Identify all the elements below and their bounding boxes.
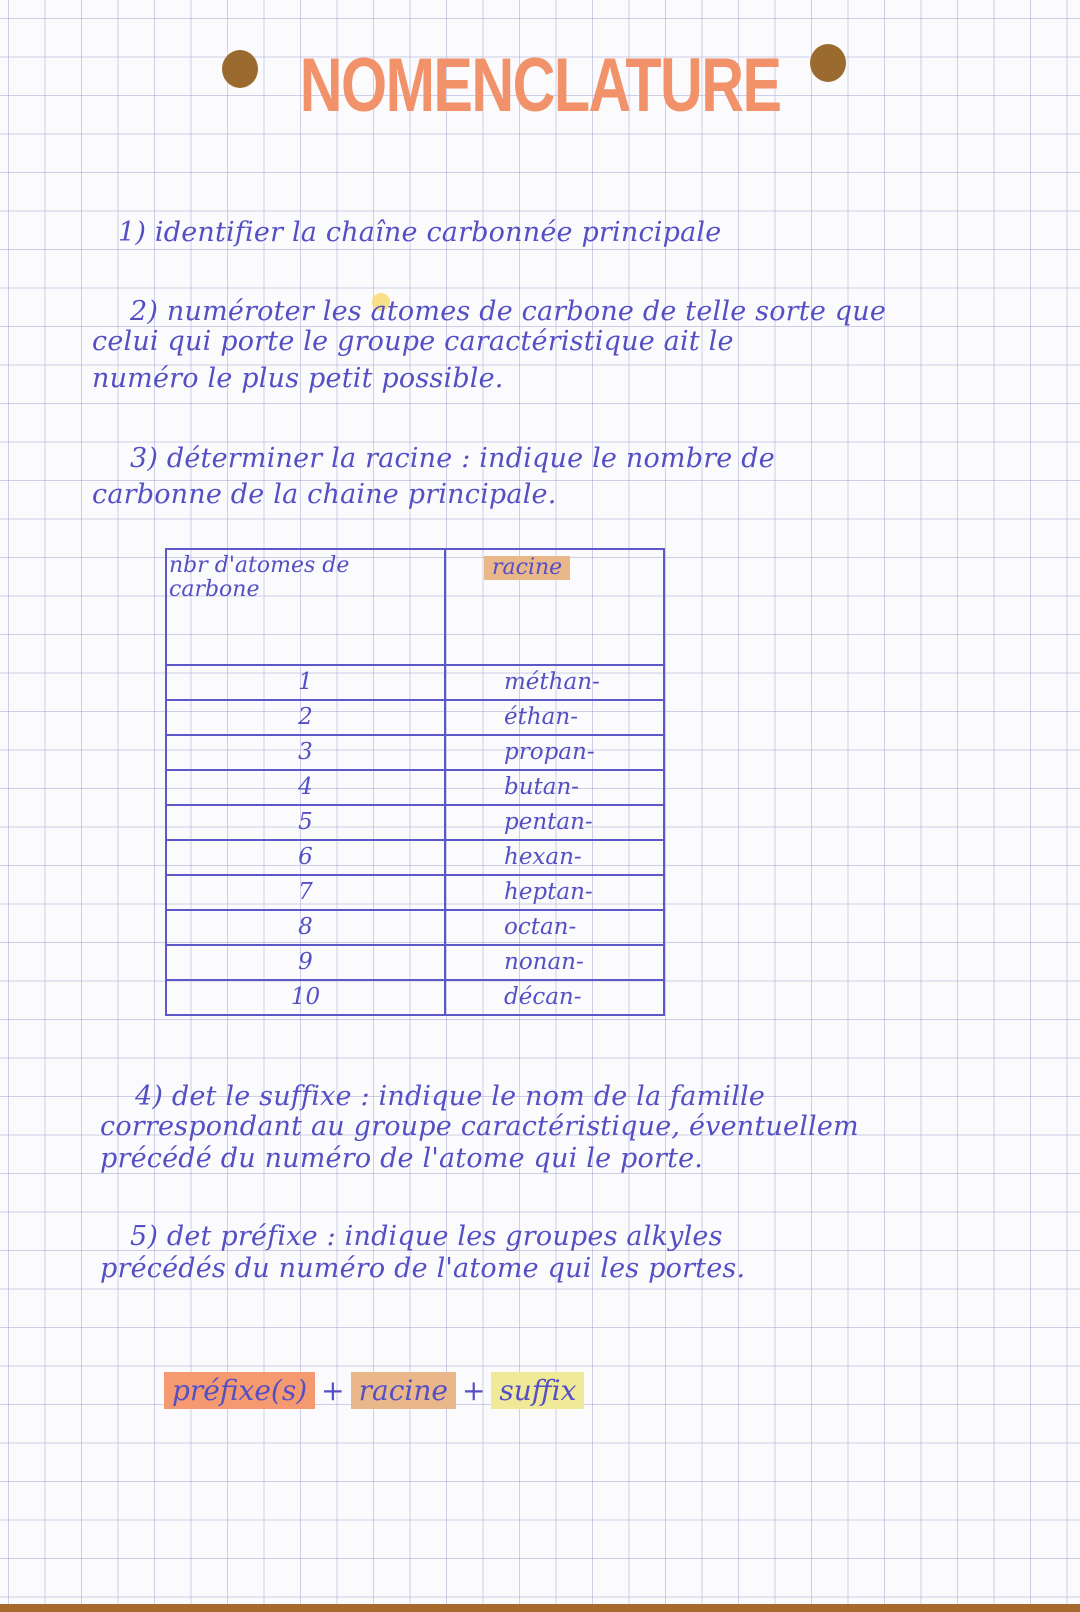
table-row	[166, 735, 664, 770]
racine-value: heptan-	[445, 875, 664, 910]
title-container	[0, 42, 1080, 129]
racine-value: hexan-	[445, 840, 664, 875]
carbon-count: 9	[166, 945, 445, 980]
table-row	[166, 875, 664, 910]
step-4-line-1: 4) det le suffixe : indique le nom de la famille	[135, 1081, 766, 1112]
table-row	[166, 770, 664, 805]
step-2-line-2: celui qui porte le groupe caractéristique ait le	[92, 326, 734, 357]
header-racine	[445, 549, 664, 665]
header-carbon-count: nbr d'atomes de carbone	[166, 549, 445, 665]
racine-value: décan-	[445, 980, 664, 1015]
page-title: NOMENCLATURE	[299, 43, 781, 128]
carbon-count: 10	[166, 980, 445, 1015]
carbon-count: 4	[166, 770, 445, 805]
formula-prefix: préfixe(s)	[164, 1372, 315, 1409]
step-1-line-1: 1) identifier la chaîne carbonnée principale	[118, 217, 722, 248]
formula-suffix: suffix	[491, 1372, 584, 1409]
racine-value: méthan-	[445, 665, 664, 700]
table-header-row	[166, 549, 664, 665]
table-row	[166, 910, 664, 945]
table-row	[166, 980, 664, 1015]
formula-plus-1: +	[321, 1374, 345, 1407]
racine-value: nonan-	[445, 945, 664, 980]
carbon-count: 6	[166, 840, 445, 875]
step-4-line-2: correspondant au groupe caractéristique, éventuellem	[100, 1111, 859, 1142]
table-row	[166, 945, 664, 980]
step-2-line-3: numéro le plus petit possible.	[92, 363, 504, 394]
carbon-count: 5	[166, 805, 445, 840]
racine-table	[165, 548, 665, 1016]
racine-value: propan-	[445, 735, 664, 770]
formula-racine: racine	[351, 1372, 456, 1409]
table-row	[166, 805, 664, 840]
carbon-count: 1	[166, 665, 445, 700]
table-row	[166, 665, 664, 700]
carbon-count: 7	[166, 875, 445, 910]
carbon-count: 2	[166, 700, 445, 735]
racine-value: octan-	[445, 910, 664, 945]
step-3-line-2: carbonne de la chaine principale.	[92, 479, 557, 510]
racine-value: éthan-	[445, 700, 664, 735]
page-bottom-edge	[0, 1604, 1080, 1612]
nomenclature-formula	[164, 1374, 584, 1407]
step-5-line-2: précédés du numéro de l'atome qui les portes.	[100, 1253, 746, 1284]
racine-value: butan-	[445, 770, 664, 805]
header-racine-label: racine	[484, 556, 570, 580]
step-5-line-1: 5) det préfixe : indique les groupes alkyles	[130, 1221, 723, 1252]
carbon-count: 3	[166, 735, 445, 770]
step-3-line-1: 3) déterminer la racine : indique le nombre de	[130, 443, 775, 474]
formula-plus-2: +	[461, 1374, 486, 1407]
step-4-line-3: précédé du numéro de l'atome qui le porte.	[100, 1143, 704, 1174]
table-row	[166, 700, 664, 735]
carbon-count: 8	[166, 910, 445, 945]
table-row	[166, 840, 664, 875]
racine-value: pentan-	[445, 805, 664, 840]
step-2-line-1: 2) numéroter les atomes de carbone de telle sorte que	[130, 296, 887, 327]
